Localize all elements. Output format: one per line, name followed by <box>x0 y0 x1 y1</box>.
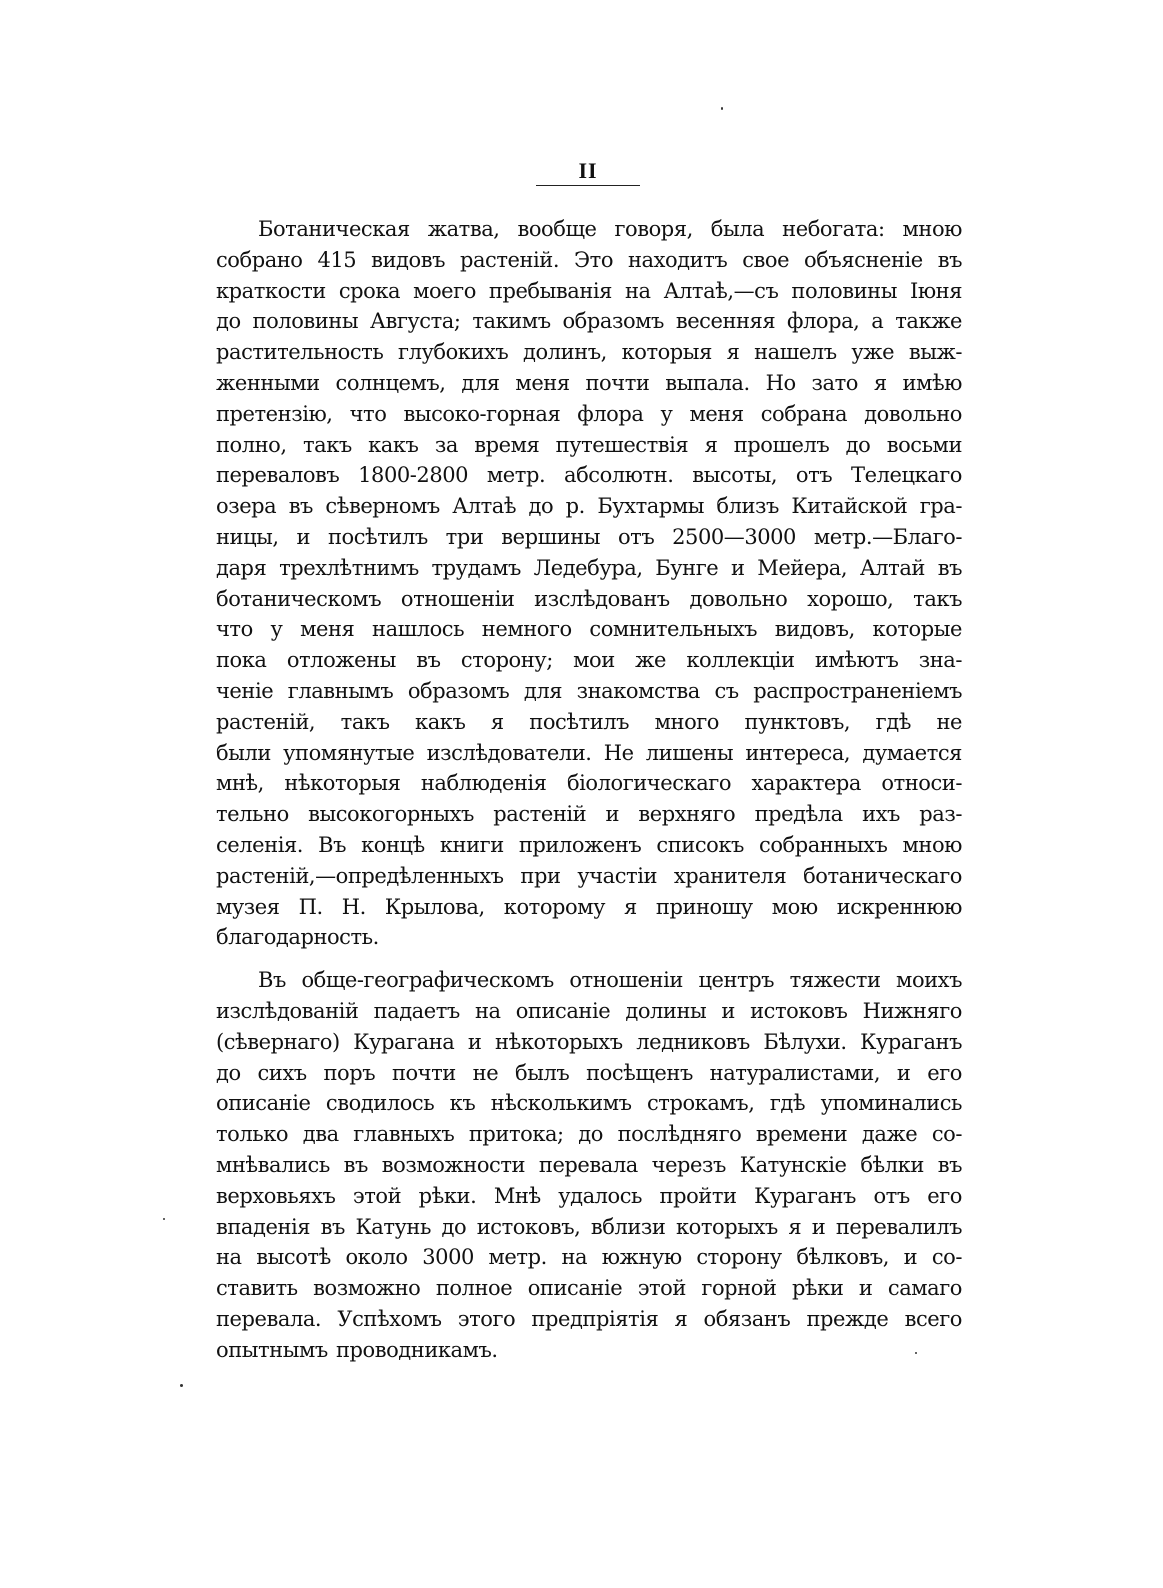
text-line: только два главныхъ притока; до послѣдняго времени даже со- <box>216 1122 962 1147</box>
text-line: тельно высокогорныхъ растеній и верхняго предѣла ихъ раз- <box>216 802 962 827</box>
paragraph-gap <box>216 953 962 965</box>
text-line: растительность глубокихъ долинъ, которыя я нашелъ уже выж- <box>216 340 962 365</box>
text-line: мнѣ, нѣкоторыя наблюденія біологическаго характера относи- <box>216 771 962 796</box>
text-line: краткости срока моего пребыванія на Алтаѣ,—съ половины Іюня <box>216 278 962 303</box>
text-line: на высотѣ около 3000 метр. на южную сторону бѣлковъ, и со- <box>216 1245 962 1270</box>
text-line: впаденія въ Катунь до истоковъ, вблизи которыхъ я и перевалилъ <box>216 1214 962 1239</box>
text-line: благодарность. <box>216 925 379 950</box>
text-line: ницы, и посѣтилъ три вершины отъ 2500—3000 метр.—Благо- <box>216 524 962 549</box>
text-line: ченіе главнымъ образомъ для знакомства съ распространеніемъ <box>216 678 962 703</box>
text-line: даря трехлѣтнимъ трудамъ Ледебура, Бунге и Мейера, Алтай въ <box>216 555 962 580</box>
text-line: ставить возможно полное описаніе этой горной рѣки и самаго <box>216 1276 962 1301</box>
text-line: растеній, такъ какъ я посѣтилъ много пунктовъ, гдѣ не <box>216 709 962 734</box>
text-line: Въ обще-географическомъ отношеніи центръ тяжести моихъ <box>258 968 962 993</box>
page-number-rule <box>536 185 640 186</box>
text-line: претензію, что высоко-горная флора у меня собрана довольно <box>216 401 962 426</box>
text-line: музея П. Н. Крылова, которому я приношу мою искреннюю <box>216 894 962 919</box>
text-line: верховьяхъ этой рѣки. Мнѣ удалось пройти Кураганъ отъ его <box>216 1183 962 1208</box>
text-line: женными солнцемъ, для меня почти выпала. Но зато я имѣю <box>216 370 962 395</box>
text-line: Ботаническая жатва, вообще говоря, была небогата: мною <box>258 217 962 241</box>
paragraph-1 <box>216 214 962 953</box>
text-line: полно, такъ какъ за время путешествія я прошелъ до восьми <box>216 432 962 457</box>
text-line: пока отложены въ сторону; мои же коллекціи имѣютъ зна- <box>216 648 962 673</box>
text-line: мнѣвались въ возможности перевала черезъ Катунскіе бѣлки въ <box>216 1152 962 1177</box>
scan-speck <box>721 107 723 110</box>
page-number: II <box>578 158 598 183</box>
text-line: до половины Августа; такимъ образомъ весенняя флора, а также <box>216 309 962 334</box>
text-line: (сѣвернаго) Курагана и нѣкоторыхъ ледниковъ Бѣлухи. Кураганъ <box>216 1029 962 1054</box>
scan-speck <box>915 1352 917 1354</box>
body-text <box>216 214 962 1365</box>
text-line: опытнымъ проводникамъ. <box>216 1337 498 1362</box>
text-line: переваловъ 1800-2800 метр. абсолютн. высоты, отъ Телецкаго <box>216 463 962 488</box>
text-line: изслѣдованій падаетъ на описаніе долины и истоковъ Нижняго <box>216 998 962 1023</box>
text-line: что у меня нашлось немного сомнительныхъ видовъ, которые <box>216 617 962 642</box>
page-number-block <box>536 160 640 186</box>
text-line: озера въ сѣверномъ Алтаѣ до р. Бухтармы близъ Китайской гра- <box>216 494 962 519</box>
text-line: селенія. Въ концѣ книги приложенъ списокъ собранныхъ мною <box>216 832 962 857</box>
text-line: ботаническомъ отношеніи изслѣдованъ довольно хорошо, такъ <box>216 586 962 611</box>
paragraph-2 <box>216 965 962 1365</box>
text-line: были упомянутые изслѣдователи. Не лишены интереса, думается <box>216 740 962 765</box>
text-line: перевала. Успѣхомъ этого предпріятія я обязанъ прежде всего <box>216 1306 962 1331</box>
text-line: растеній,—опредѣленныхъ при участіи хранителя ботаническаго <box>216 863 962 888</box>
text-line: до сихъ поръ почти не былъ посѣщенъ натуралистами, и его <box>216 1060 962 1085</box>
scan-speck <box>163 1218 165 1220</box>
text-line: описаніе сводилось къ нѣсколькимъ строкамъ, гдѣ упоминались <box>216 1091 962 1116</box>
text-line: собрано 415 видовъ растеній. Это находитъ свое объясненіе въ <box>216 247 962 272</box>
scan-speck <box>180 1384 183 1387</box>
